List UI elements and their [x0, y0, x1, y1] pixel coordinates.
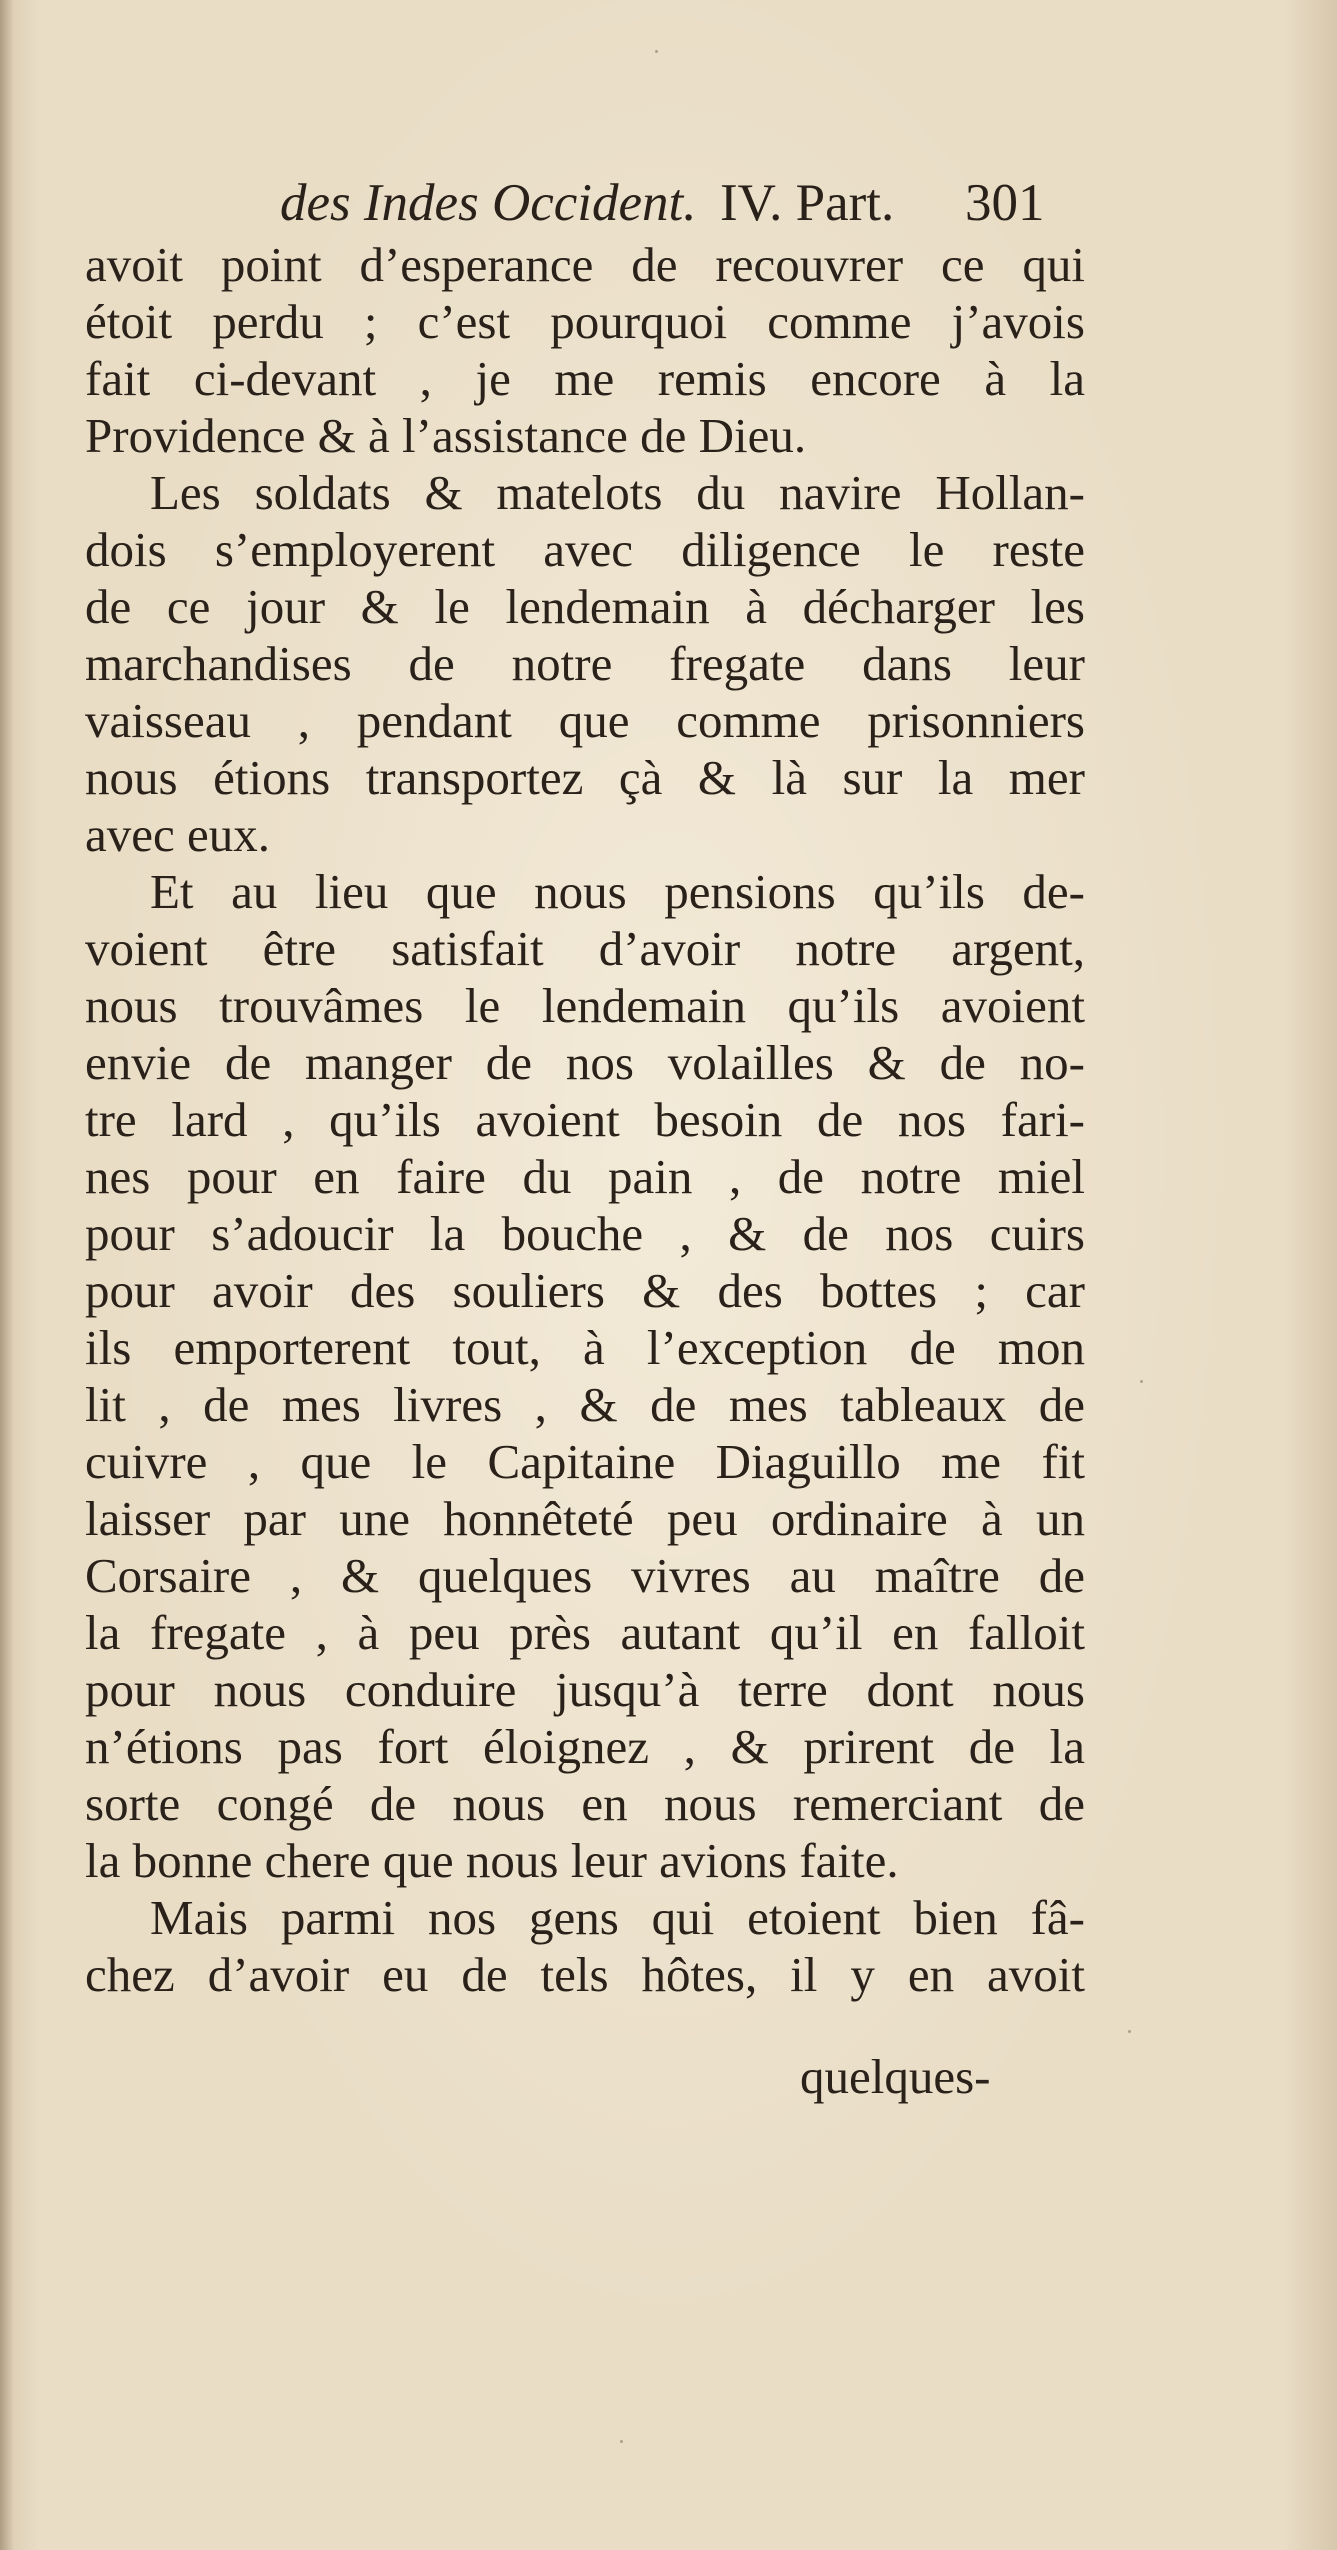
text-line: de ce jour & le lendemain à décharger les: [85, 579, 1085, 634]
text-line: la fregate , à peu près autant qu’il en falloit: [85, 1605, 1085, 1660]
paper-speck: [655, 50, 658, 53]
text-line: pour nous conduire jusqu’à terre dont nous: [85, 1662, 1085, 1717]
catchword: quelques-: [800, 2049, 991, 2104]
text-line: étoit perdu ; c’est pourquoi comme j’avois: [85, 294, 1085, 349]
running-head: [200, 168, 1100, 238]
running-head-part: IV. Part.: [720, 174, 895, 232]
paper-speck: [1128, 2030, 1131, 2033]
text-line: ils emporterent tout, à l’exception de mon: [85, 1320, 1085, 1375]
paper-speck: [1140, 1380, 1143, 1383]
text-line: la bonne chere que nous leur avions faite.: [85, 1833, 899, 1888]
page-number: 301: [965, 174, 1045, 232]
text-line: vaisseau , pendant que comme prisonniers: [85, 693, 1085, 748]
text-line: avec eux.: [85, 807, 270, 862]
text-line: nous étions transportez çà & là sur la mer: [85, 750, 1085, 805]
text-line: tre lard , qu’ils avoient besoin de nos fari-: [85, 1092, 1085, 1147]
text-line: marchandises de notre fregate dans leur: [85, 636, 1085, 691]
text-line: sorte congé de nous en nous remerciant de: [85, 1776, 1085, 1831]
text-line: Mais parmi nos gens qui etoient bien fâ-: [150, 1890, 1085, 1945]
text-line: envie de manger de nos volailles & de no-: [85, 1035, 1085, 1090]
text-line: laisser par une honnêteté peu ordinaire à un: [85, 1491, 1085, 1546]
text-line: pour s’adoucir la bouche , & de nos cuirs: [85, 1206, 1085, 1261]
text-line: Corsaire , & quelques vivres au maître de: [85, 1548, 1085, 1603]
text-line: nes pour en faire du pain , de notre miel: [85, 1149, 1085, 1204]
text-line: dois s’employerent avec diligence le reste: [85, 522, 1085, 577]
text-line: cuivre , que le Capitaine Diaguillo me fit: [85, 1434, 1085, 1489]
paper-speck: [620, 2440, 623, 2443]
text-line: n’étions pas fort éloignez , & prirent de la: [85, 1719, 1085, 1774]
text-line: Et au lieu que nous pensions qu’ils de-: [150, 864, 1085, 919]
text-line: Les soldats & matelots du navire Hollan-: [150, 465, 1085, 520]
spine-shadow: [0, 0, 14, 2550]
text-line: fait ci-devant , je me remis encore à la: [85, 351, 1085, 406]
text-line: chez d’avoir eu de tels hôtes, il y en avoit: [85, 1947, 1085, 2002]
text-line: avoit point d’esperance de recouvrer ce qui: [85, 237, 1085, 292]
text-line: Providence & à l’assistance de Dieu.: [85, 408, 807, 463]
running-head-title: des Indes Occident.: [280, 174, 697, 232]
text-line: voient être satisfait d’avoir notre argent,: [85, 921, 1085, 976]
text-line: nous trouvâmes le lendemain qu’ils avoient: [85, 978, 1085, 1033]
text-line: pour avoir des souliers & des bottes ; car: [85, 1263, 1085, 1318]
text-line: lit , de mes livres , & de mes tableaux de: [85, 1377, 1085, 1432]
body-text: [85, 236, 1085, 2003]
